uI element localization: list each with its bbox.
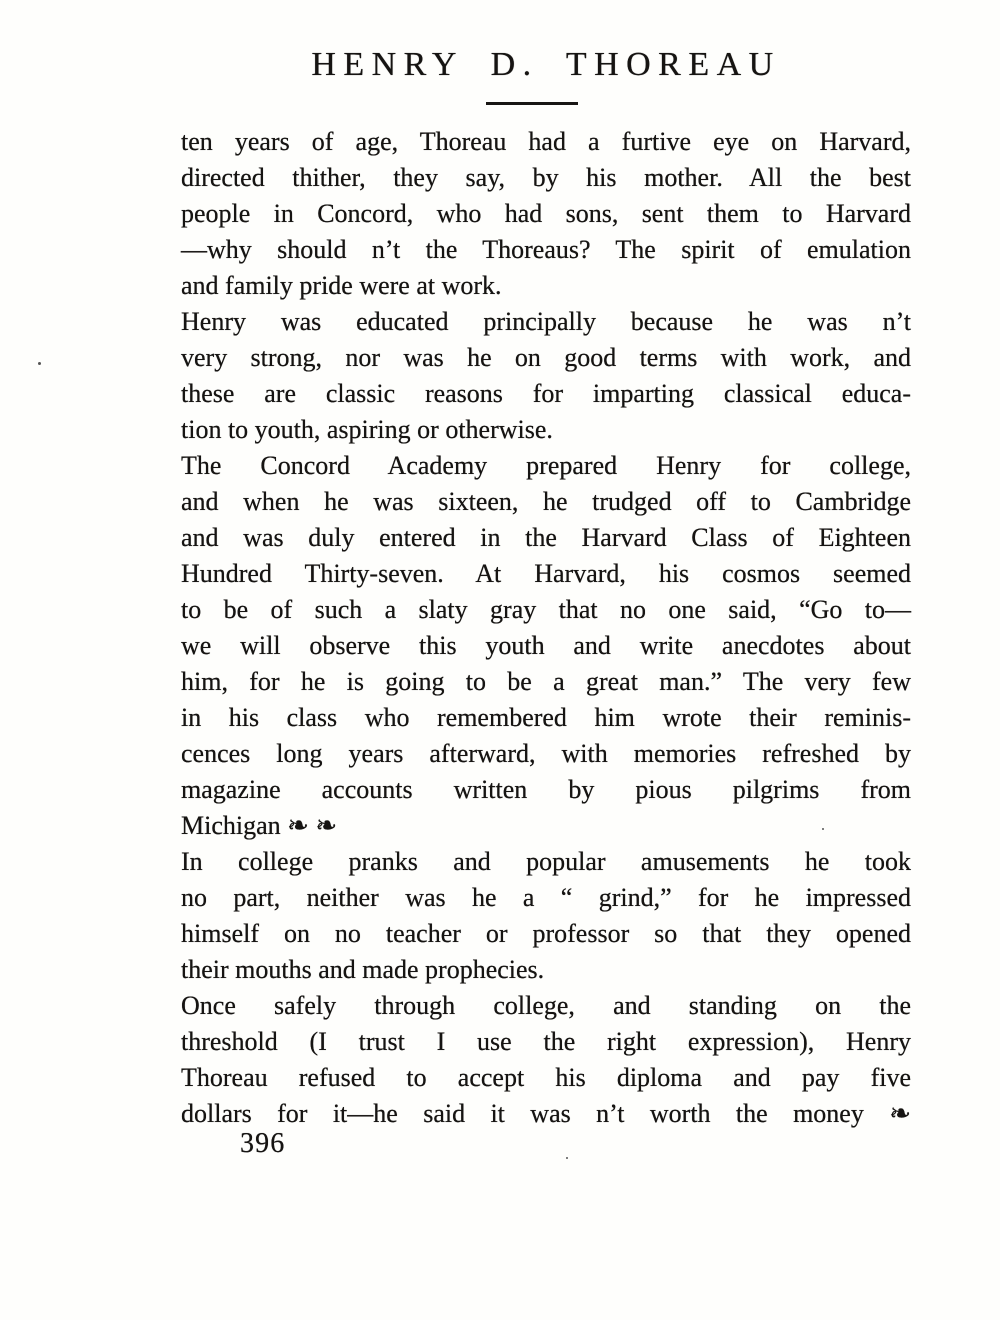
text-line: In college pranks and popular amusements he took xyxy=(181,847,911,876)
text-line: dollars for it—he said it was n’t worth the money ❧ xyxy=(181,1099,911,1128)
text-line: no part, neither was he a “ grind,” for he impressed xyxy=(181,883,911,912)
text-line: tion to youth, aspiring or otherwise. xyxy=(181,415,553,444)
text-line: and was duly entered in the Harvard Class of Eighteen xyxy=(181,523,911,552)
text-line: people in Concord, who had sons, sent them to Harvard xyxy=(181,199,911,228)
text-line: these are classic reasons for imparting classical educa- xyxy=(181,379,911,408)
text-line: —why should n’t the Thoreaus? The spirit of emulation xyxy=(181,235,911,264)
text-line: Michigan ❧ ❧ xyxy=(181,811,338,840)
scan-speckle xyxy=(822,828,824,830)
paragraph xyxy=(181,448,911,844)
body-text xyxy=(181,124,911,1132)
text-line: him, for he is going to be a great man.” The very few xyxy=(181,667,911,696)
text-line: Hundred Thirty-seven. At Harvard, his cosmos seemed xyxy=(181,559,911,588)
text-line: ten years of age, Thoreau had a furtive eye on Harvard, xyxy=(181,127,911,156)
text-line: himself on no teacher or professor so that they opened xyxy=(181,919,911,948)
text-line: Henry was educated principally because he was n’t xyxy=(181,307,911,336)
paragraph xyxy=(181,844,911,988)
scan-speckle xyxy=(566,1157,568,1159)
text-line: to be of such a slaty gray that no one said, “Go to— xyxy=(181,595,911,624)
page-number: 396 xyxy=(240,1128,286,1159)
text-line: we will observe this youth and write anecdotes about xyxy=(181,631,911,660)
text-line: their mouths and made prophecies. xyxy=(181,955,545,984)
paragraph xyxy=(181,304,911,448)
scan-speckle xyxy=(38,362,41,365)
title-rule xyxy=(486,102,578,105)
text-line: threshold (I trust I use the right expression), Henry xyxy=(181,1027,911,1056)
paragraph xyxy=(181,988,911,1132)
text-line: Thoreau refused to accept his diploma and pay five xyxy=(181,1063,911,1092)
text-line: magazine accounts written by pious pilgrims from xyxy=(181,775,911,804)
text-line: and family pride were at work. xyxy=(181,271,502,300)
text-line: and when he was sixteen, he trudged off to Cambridge xyxy=(181,487,911,516)
text-line: cences long years afterward, with memories refreshed by xyxy=(181,739,911,768)
text-line: in his class who remembered him wrote their reminis- xyxy=(181,703,911,732)
text-line: very strong, nor was he on good terms with work, and xyxy=(181,343,911,372)
page-title: HENRY D. THOREAU xyxy=(311,46,781,83)
text-line: Once safely through college, and standing on the xyxy=(181,991,911,1020)
text-line: The Concord Academy prepared Henry for college, xyxy=(181,451,911,480)
paragraph xyxy=(181,124,911,304)
text-line: directed thither, they say, by his mother. All the best xyxy=(181,163,911,192)
